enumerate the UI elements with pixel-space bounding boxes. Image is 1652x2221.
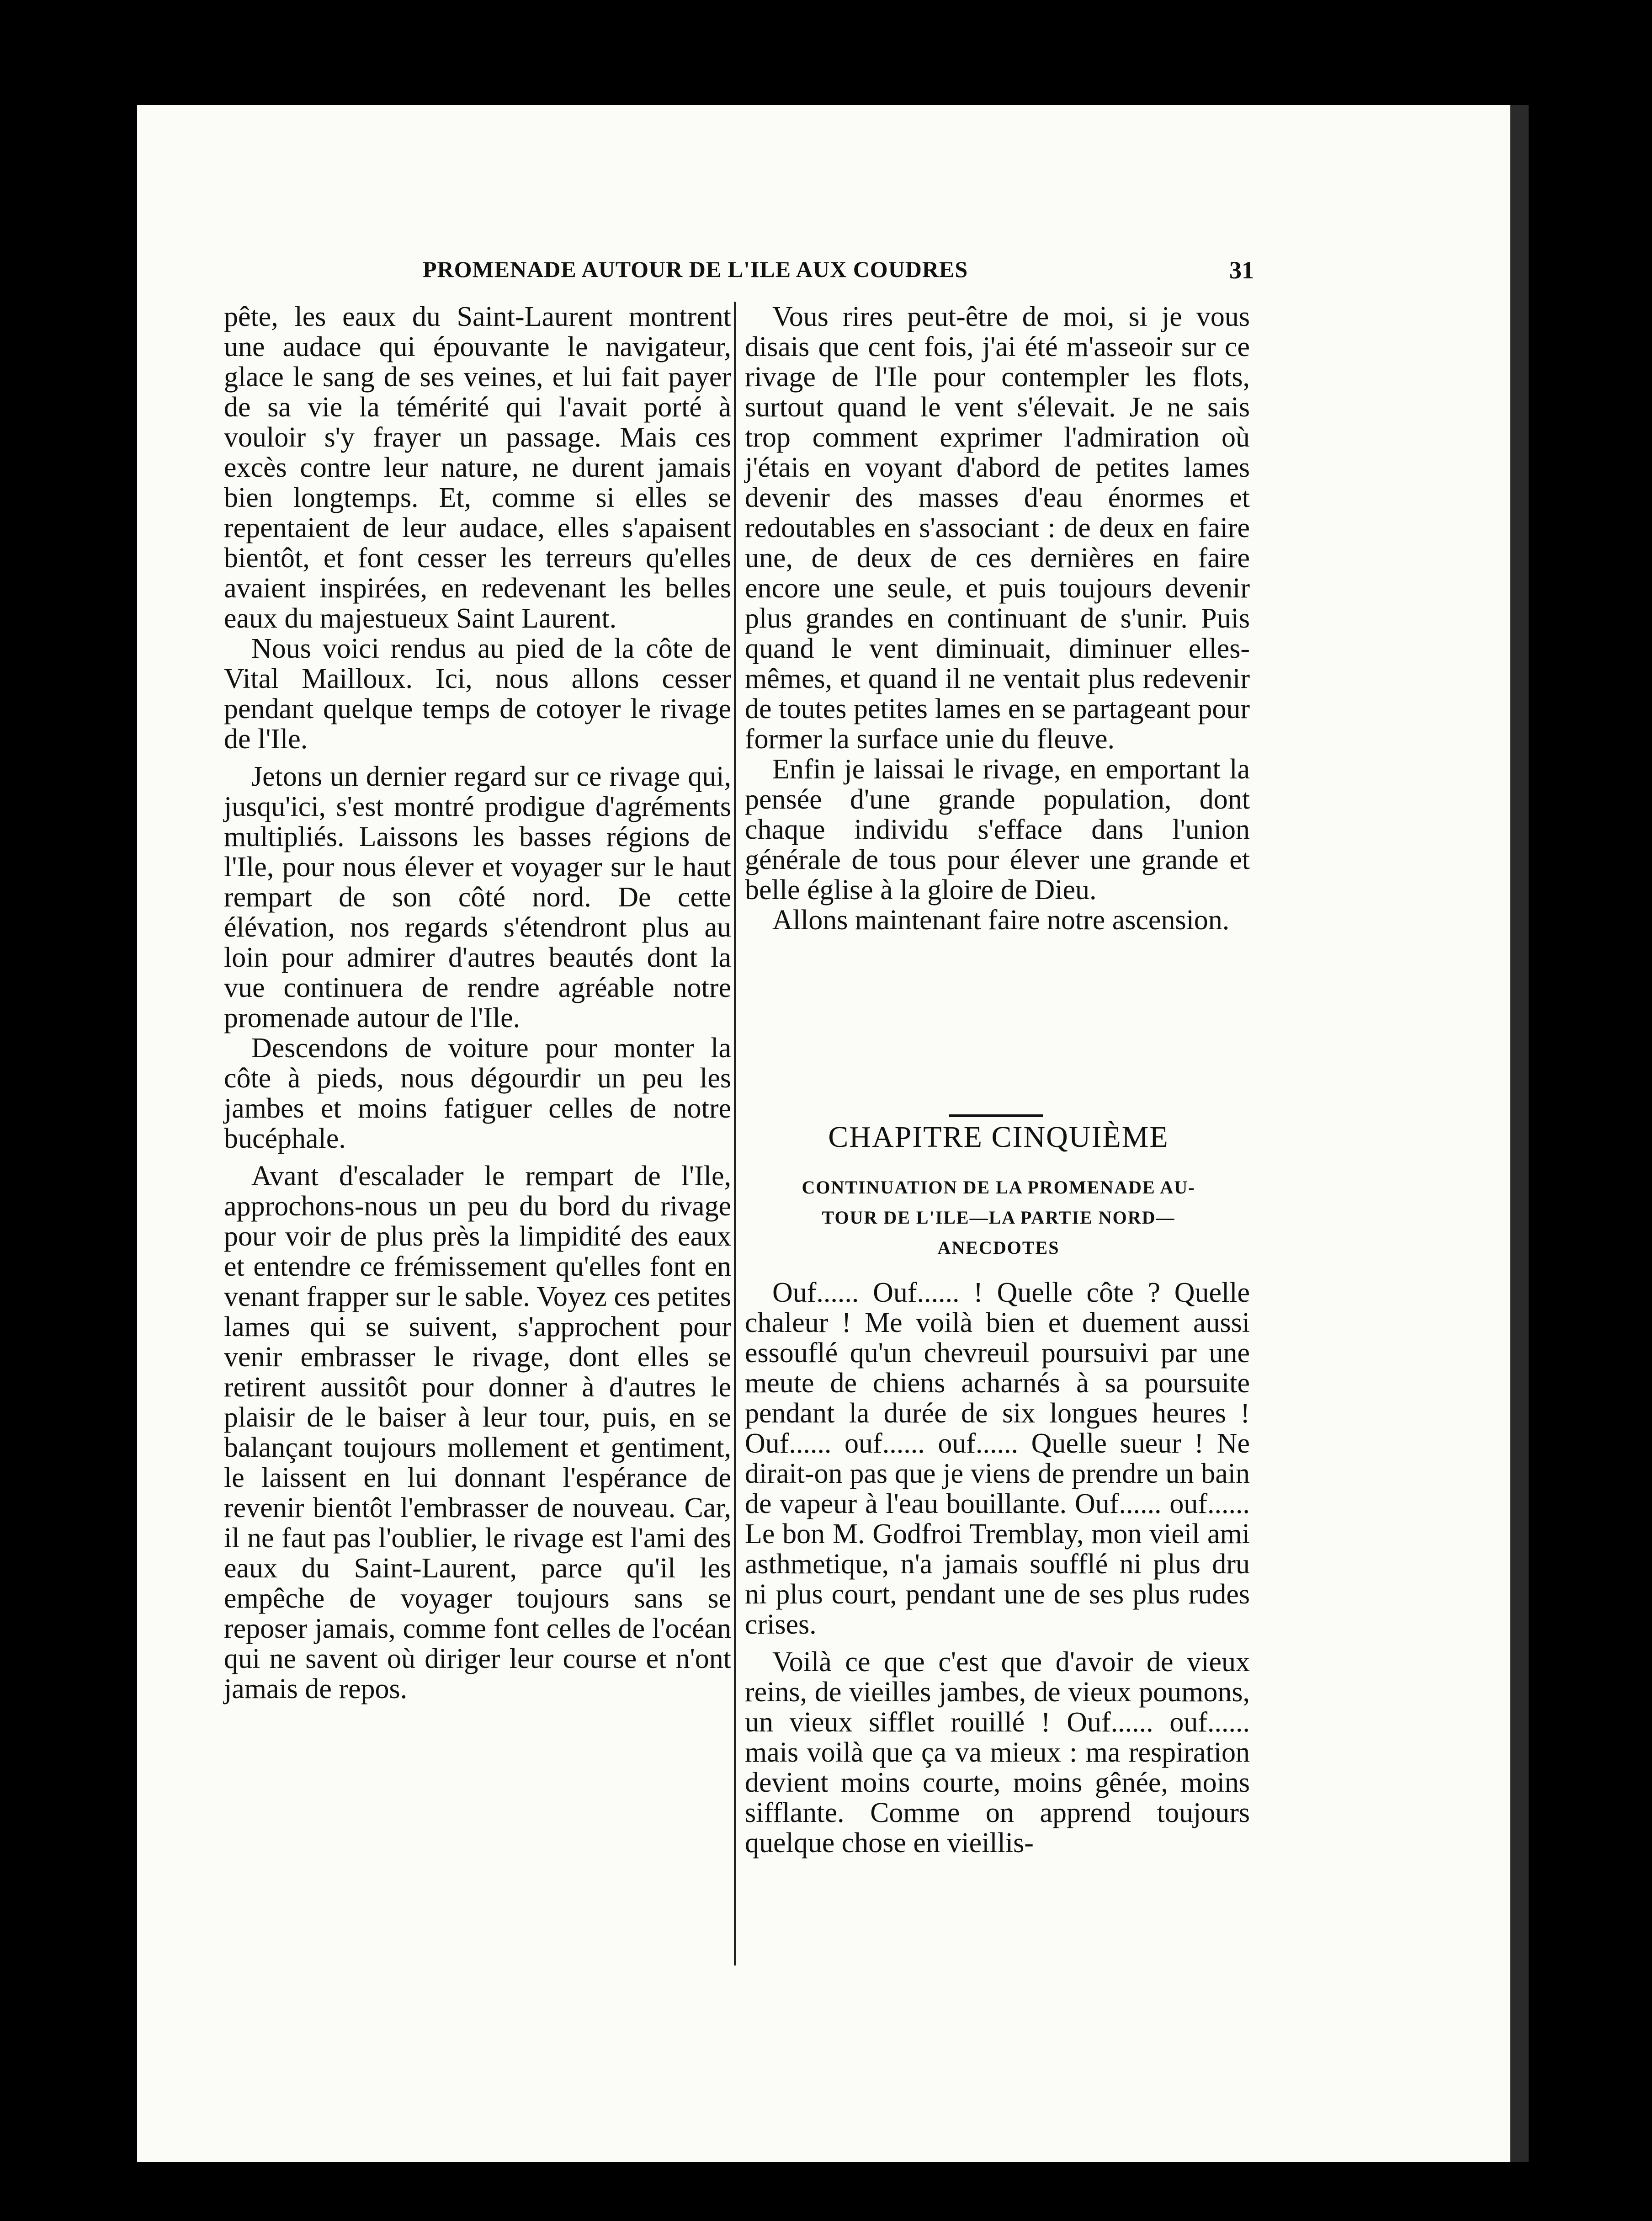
scan-right-border (1510, 105, 1529, 2162)
right-column-bottom (745, 1278, 1250, 1858)
left-paragraph-3: Jetons un dernier regard sur ce rivage qui, jusqu'ici, s'est montré prodigue d'agréments multipliés. Laissons les basses régions de l'Ile, pour nous élever et voyager sur le haut rempart de son côté nord. De cette élévation, nos regards s'étendront plus au loin pour admirer d'autres beautés dont la vue continuera de rendre agréable notre promenade autour de l'Ile. (224, 761, 731, 1033)
chapter-subtitle-line-1: CONTINUATION DE LA PROMENADE AU- (802, 1177, 1195, 1198)
right-paragraph-4: Ouf...... Ouf...... ! Quelle côte ? Quelle chaleur ! Me voilà bien et duement aussi essouflé qu'un chevreuil poursuivi par une meute de chiens acharnés à sa poursuite pendant la durée de six longues heures ! Ouf...... ouf...... ouf...... Quelle sueur ! Ne dirait-on pas que je viens de prendre un bain de vapeur à l'eau bouillante. Ouf...... ouf...... Le bon M. Godfroi Tremblay, mon vieil ami asthmetique, n'a jamais soufflé ni plus dru ni plus court, pendant une de ses plus rudes crises. (745, 1277, 1250, 1640)
chapter-rule (949, 1114, 1043, 1117)
chapter-subtitle-line-2: TOUR DE L'ILE—LA PARTIE NORD— (822, 1207, 1175, 1228)
chapter-title: CHAPITRE CINQUIÈME (828, 1120, 1169, 1154)
right-paragraph-5: Voilà ce que c'est que d'avoir de vieux reins, de vieilles jambes, de vieux poumons, un vieux sifflet rouillé ! Ouf...... ouf...... mais voilà que ça va mieux : ma respiration devient moins courte, moins gênée, moins sifflante. Comme on apprend toujours quelque chose en vieillis- (745, 1646, 1250, 1859)
right-paragraph-3: Allons maintenant faire notre ascension. (772, 905, 1230, 936)
running-title: PROMENADE AUTOUR DE L'ILE AUX COUDRES (423, 256, 968, 282)
chapter-subtitle-line-3: ANECDOTES (937, 1237, 1060, 1258)
chapter-subtitle (745, 1172, 1252, 1263)
right-column-top (745, 302, 1250, 935)
column-divider (734, 302, 736, 1965)
page-number: 31 (1229, 256, 1254, 284)
left-paragraph-1: pête, les eaux du Saint-Laurent montrent une audace qui épouvante le navigateur, glace le sang de ses veines, et lui fait payer de sa vie la témérité qui l'avait porté à vouloir s'y frayer un passage. Mais ces excès contre leur nature, ne durent jamais bien longtemps. Et, comme si elles se repentaient de leur audace, elles s'apaisent bientôt, et font cesser les terreurs qu'elles avaient inspirées, en redevenant les belles eaux du majestueux Saint Laurent. (224, 301, 731, 634)
left-paragraph-5: Avant d'escalader le rempart de l'Ile, approchons-nous un peu du bord du rivage pour voir de plus près la limpidité des eaux et entendre ce frémissement qu'elles font en venant frapper sur le sable. Voyez ces petites lames qui se suivent, s'approchent pour venir embrasser le rivage, dont elles se retirent aussitôt pour donner à d'autres le plaisir de le baiser à leur tour, puis, en se balançant toujours mollement et gentiment, le laissent en lui donnant l'espérance de revenir bientôt l'embrasser de nouveau. Car, il ne faut pas l'oublier, le rivage est l'ami des eaux du Saint-Laurent, parce qu'il les empêche de voyager toujours sans se reposer jamais, comme font celles de l'océan qui ne savent où diriger leur course et n'ont jamais de repos. (224, 1161, 731, 1704)
left-paragraph-4: Descendons de voiture pour monter la côte à pieds, nous dégourdir un peu les jambes et moins fatiguer celles de notre bucéphale. (224, 1033, 731, 1154)
right-paragraph-2: Enfin je laissai le rivage, en emportant la pensée d'une grande population, dont chaque individu s'efface dans l'union générale de tous pour élever une grande et belle église à la gloire de Dieu. (745, 754, 1250, 905)
scan-left-border (0, 105, 137, 2162)
left-column (224, 302, 731, 1704)
left-paragraph-2: Nous voici rendus au pied de la côte de Vital Mailloux. Ici, nous allons cesser pendant quelque temps de cotoyer le rivage de l'Ile. (224, 633, 731, 755)
right-paragraph-1: Vous rires peut-être de moi, si je vous disais que cent fois, j'ai été m'asseoir sur ce rivage de l'Ile pour contempler les flots, surtout quand le vent s'élevait. Je ne sais trop comment exprimer l'admiration où j'étais en voyant d'abord de petites lames devenir des masses d'eau énormes et redoutables en s'associant : de deux en faire une, de deux de ces dernières en faire encore une seule, et puis toujours devenir plus grandes en continuant de s'unir. Puis quand le vent diminuait, diminuer elles-mêmes, et quand il ne ventait plus redevenir de toutes petites lames en se partageant pour former la surface unie du fleuve. (745, 301, 1250, 755)
